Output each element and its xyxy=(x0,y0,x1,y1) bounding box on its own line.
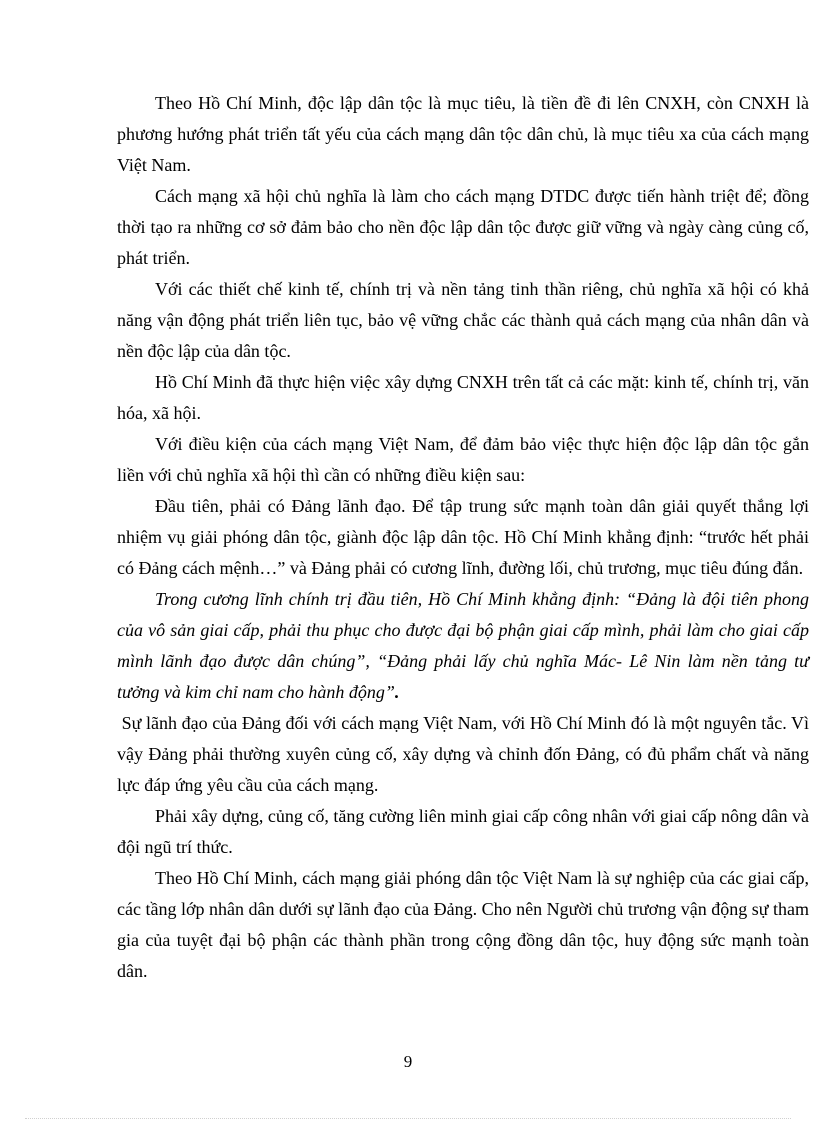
page-number: 9 xyxy=(403,1052,413,1071)
paragraph-7-text: Sự lãnh đạo của Đảng đối với cách mạng Việt Nam, với Hồ Chí Minh đó là một nguyên tắc. Vì vậy Đảng phải thường xuyên củng cố, xây dựng và chỉnh đốn Đảng, có đủ phẩm chất và năng lực đáp ứng yêu cầu của cách mạng. xyxy=(117,713,809,795)
quote-paragraph xyxy=(117,584,809,708)
paragraph-2: Cách mạng xã hội chủ nghĩa là làm cho cách mạng DTDC được tiến hành triệt để; đồng thời tạo ra những cơ sở đảm bảo cho nền độc lập dân tộc được giữ vững và ngày càng củng cố, phát triển. xyxy=(117,186,809,268)
quote-text: Trong cương lĩnh chính trị đầu tiên, Hồ Chí Minh khẳng định: “Đảng là đội tiên phong của vô sản giai cấp, phải thu phục cho được đại bộ phận giai cấp mình, phải làm cho giai cấp mình lãnh đạo được dân chúng”, “Đảng phải lấy chủ nghĩa Mác- Lê Nin làm nền tảng tư tưởng và kim chỉ nam cho hành động” xyxy=(117,589,809,702)
paragraph-9: Theo Hồ Chí Minh, cách mạng giải phóng dân tộc Việt Nam là sự nghiệp của các giai cấp, các tầng lớp nhân dân dưới sự lãnh đạo của Đảng. Cho nên Người chủ trương vận động sự tham gia của tuyệt đại bộ phận các thành phần trong cộng đồng dân tộc, huy động sức mạnh toàn dân. xyxy=(117,868,809,981)
paragraph-6: Đầu tiên, phải có Đảng lãnh đạo. Để tập trung sức mạnh toàn dân giải quyết thắng lợi nhiệm vụ giải phóng dân tộc, giành độc lập dân tộc. Hồ Chí Minh khẳng định: “trước hết phải có Đảng cách mệnh…” và Đảng phải có cương lĩnh, đường lối, chủ trương, mục tiêu đúng đắn. xyxy=(117,496,809,578)
paragraph-1: Theo Hồ Chí Minh, độc lập dân tộc là mục tiêu, là tiền đề đi lên CNXH, còn CNXH là phương hướng phát triển tất yếu của cách mạng dân tộc dân chủ, là mục tiêu xa của cách mạng Việt Nam. xyxy=(117,93,809,175)
paragraph-4: Hồ Chí Minh đã thực hiện việc xây dựng CNXH trên tất cả các mặt: kinh tế, chính trị, văn hóa, xã hội. xyxy=(117,372,809,423)
paragraph-8: Phải xây dựng, củng cố, tăng cường liên minh giai cấp công nhân với giai cấp nông dân và đội ngũ trí thức. xyxy=(117,806,809,857)
paragraph-5: Với điều kiện của cách mạng Việt Nam, để đảm bảo việc thực hiện độc lập dân tộc gắn liền với chủ nghĩa xã hội thì cần có những điều kiện sau: xyxy=(117,434,809,485)
paragraph-3: Với các thiết chế kinh tế, chính trị và nền tảng tinh thần riêng, chủ nghĩa xã hội có khả năng vận động phát triển liên tục, bảo vệ vững chắc các thành quả cách mạng của nhân dân và nền độc lập của dân tộc. xyxy=(117,279,809,361)
page-bottom-divider xyxy=(25,1118,791,1119)
body-text xyxy=(117,88,809,987)
paragraph-7 xyxy=(117,708,809,801)
quote-end-mark: . xyxy=(394,682,400,702)
